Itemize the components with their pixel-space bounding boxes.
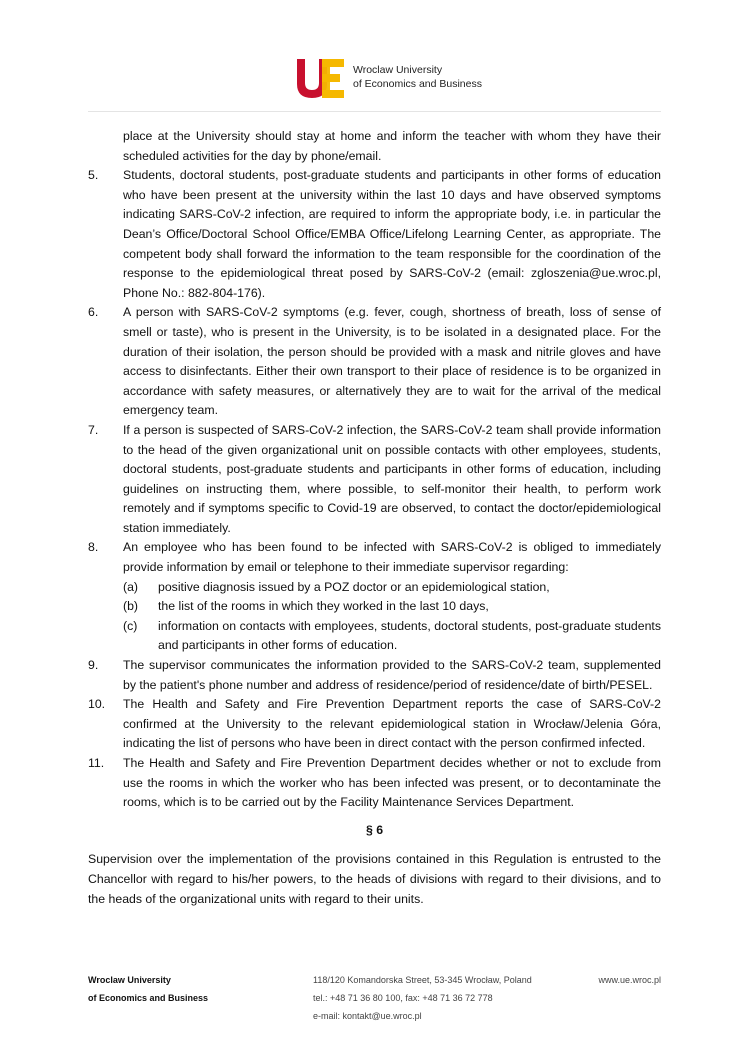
item-text: The Health and Safety and Fire Prevention Department decides whether or not to exclude from use the rooms in which the worker who has been infected was present, or to decontaminate the rooms, which is to be carried out by the Facility Maintenance Services Department.	[123, 756, 661, 810]
footer-name-line2: of Economics and Business	[88, 993, 209, 1003]
list-item-5	[88, 166, 661, 303]
page-footer	[88, 971, 661, 1031]
list-item-7	[88, 421, 661, 539]
item-number: 11.	[88, 756, 105, 770]
item-text: If a person is suspected of SARS-CoV-2 infection, the SARS-CoV-2 team shall provide information to the head of the given organizational unit on possible contacts with other employees, students, doctoral students, post-graduate students and participants in other forms of education, including guidelines on instructing them, where possible, to self-monitor their health, to perform work remotely and if symptoms specific to Covid-19 are observed, to contact the doctor/epidemiological station immediately.	[123, 422, 661, 535]
list-item-11	[88, 754, 661, 813]
list-item-9	[88, 656, 661, 695]
list-item-8	[88, 538, 661, 656]
sub-item-c	[123, 617, 661, 656]
sub-item-text: positive diagnosis issued by a POZ doctor or an epidemiological station,	[158, 579, 550, 594]
sub-item-text: information on contacts with employees, students, doctoral students, post-graduate students and participants in other forms of education.	[158, 618, 661, 653]
item-text: A person with SARS-CoV-2 symptoms (e.g. fever, cough, shortness of breath, loss of sense of smell or taste), who is present in the University, is to be isolated in a designated place. For the duration of their isolation, the person should be provided with a mask and nitrile gloves and have access to disinfectants. Either their own transport to their place of residence is to be organized in accordance with safety measures, or alternatively they are to wait for the arrival of the medical emergency team.	[123, 305, 661, 418]
sub-item-a	[123, 578, 661, 598]
footer-email: e-mail: kontakt@ue.wroc.pl	[313, 1011, 422, 1021]
document-body	[88, 127, 661, 909]
footer-website: www.ue.wroc.pl	[598, 975, 661, 985]
item-number: 9.	[88, 658, 99, 673]
item-text: Students, doctoral students, post-graduate students and participants in other forms of education who have been present at the university within the last 10 days and have observed symptoms indicating SARS-CoV-2 infection, are required to inform the appropriate body, i.e. in particular the Dean’s Office/Doctoral School Office/EMBA Office/Lifelong Learning Center, as appropriate. The competent body shall forward the information to the team responsible for the coordination of the response to the epidemiological threat posed by SARS-CoV-2 (email: zgloszenia@ue.wroc.pl, Phone No.: 882-804-176).	[123, 168, 661, 300]
university-name-line2: of Economics and Business	[353, 78, 482, 90]
item-text: The supervisor communicates the information provided to the SARS-CoV-2 team, supplemented by the patient's phone number and address of residence/period of residence/date of birth/PESEL.	[123, 658, 661, 692]
university-name-line1: Wroclaw University	[353, 64, 443, 76]
item-number: 8.	[88, 540, 99, 555]
intro-continuation	[88, 127, 661, 166]
ue-logo-icon	[295, 57, 347, 99]
footer-contact	[313, 971, 532, 1025]
list-item-10	[88, 695, 661, 754]
item-number: 6.	[88, 305, 99, 320]
item-number: 7.	[88, 422, 99, 437]
page-header	[88, 0, 661, 112]
logo-text	[353, 63, 482, 91]
university-logo	[295, 57, 495, 99]
item-text: The Health and Safety and Fire Prevention Department reports the case of SARS-CoV-2 confirmed at the University to the relevant epidemiological station in Wrocław/Jelenia Góra, indicating the list of persons who have been in direct contact with the person confirmed infected.	[123, 697, 661, 751]
closing-paragraph: Supervision over the implementation of the provisions contained in this Regulation is entrusted to the Chancellor with regard to his/her powers, to the heads of divisions with regard to their divisions, and to the heads of the organizational units with regard to their units.	[88, 852, 661, 906]
footer-name-line1: Wroclaw University	[88, 975, 171, 985]
sub-item-b	[123, 597, 661, 617]
list-item-6	[88, 303, 661, 421]
sub-item-label: (b)	[123, 599, 139, 614]
sub-item-text: the list of the rooms in which they worked in the last 10 days,	[158, 599, 489, 614]
item-number: 5.	[88, 168, 99, 183]
footer-university-name	[88, 971, 208, 1007]
section-heading: § 6	[365, 822, 384, 837]
item-text: An employee who has been found to be infected with SARS-CoV-2 is obliged to immediately provide information by email or telephone to their immediate supervisor regarding:	[123, 540, 661, 575]
sub-item-label: (a)	[123, 579, 139, 594]
footer-address: 118/120 Komandorska Street, 53-345 Wrocław, Poland	[313, 975, 532, 985]
footer-phone-fax: tel.: +48 71 36 80 100, fax: +48 71 36 72 778	[313, 993, 493, 1003]
item-number: 10.	[88, 697, 106, 712]
intro-text: place at the University should stay at home and inform the teacher with whom they have their scheduled activities for the day by phone/email.	[123, 129, 661, 163]
sub-item-label: (c)	[123, 618, 138, 633]
